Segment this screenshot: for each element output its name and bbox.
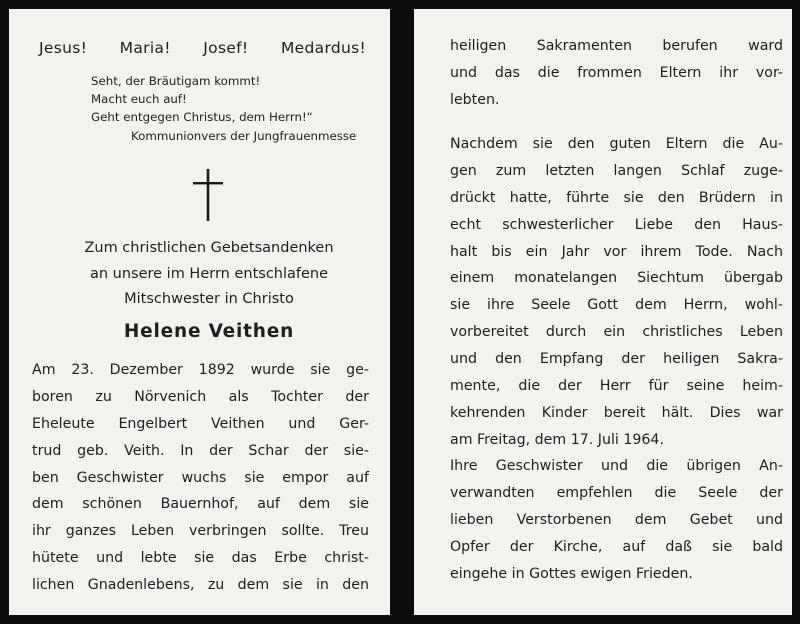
prayer-card-back: [414, 9, 792, 615]
paragraph-closing-prayer: [450, 453, 783, 587]
text-line: Nachdem sie den guten Eltern die Au-: [450, 136, 783, 152]
verse-line: Macht euch auf!: [91, 92, 187, 107]
bio-line: Eheleute Engelbert Veithen und Ger-: [32, 415, 369, 432]
verse-source: Kommunionvers der Jungfrauenmesse: [131, 128, 357, 143]
text-line: kehrenden Kinder bereit hält. Dies war: [450, 404, 783, 421]
text-line: halt bis ein Jahr vor ihrem Tode. Nach: [450, 243, 783, 260]
text-line: einem monatelangen Siechtum übergab: [450, 270, 783, 287]
bio-line: ben Geschwister wuchs sie empor auf: [32, 469, 369, 486]
paragraph-life-and-death: [450, 131, 783, 454]
paragraph-sacraments: [450, 33, 783, 114]
bio-line: Am 23. Dezember 1892 wurde sie ge-: [32, 362, 369, 378]
memorial-line: an unsere im Herrn entschlafene: [89, 265, 329, 282]
text-line: lebten.: [450, 91, 500, 108]
text-line: eingehe in Gottes ewigen Frieden.: [450, 565, 693, 582]
invocation-word: Jesus!: [39, 39, 88, 57]
text-line: lieben Verstorbenen dem Gebet und: [450, 511, 783, 528]
text-line: gen zum letzten langen Schlaf zuge-: [450, 162, 783, 179]
prayer-card-front: [9, 9, 390, 615]
memorial-line: Zum christlichen Gebetsandenken: [84, 240, 334, 256]
memorial-dedication: [29, 236, 389, 313]
bio-line: lichen Gnadenlebens, zu dem sie in den: [32, 577, 369, 594]
text-line: drückt hatte, führte sie den Brüdern in: [450, 189, 783, 206]
bio-line: ihr ganzes Leben verbringen sollte. Treu: [32, 523, 369, 540]
text-line: mente, die der Herr für seine heim-: [450, 378, 783, 395]
invocation-word: Medardus!: [281, 39, 366, 57]
bio-line: trud geb. Veith. In der Schar der sie-: [32, 442, 369, 459]
invocation-line: [39, 39, 366, 57]
text-line: vorbereitet durch ein christliches Leben: [450, 324, 783, 341]
verse-line: Geht entgegen Christus, dem Herrn!“: [91, 110, 313, 125]
text-line: Ihre Geschwister und die übrigen An-: [450, 458, 783, 474]
deceased-name: Helene Veithen: [123, 321, 295, 342]
text-line: verwandten empfehlen die Seele der: [450, 484, 783, 501]
communion-verse: [91, 72, 371, 145]
text-line: Opfer der Kirche, auf daß sie bald: [450, 538, 783, 555]
text-line: und das die frommen Eltern ihr vor-: [450, 64, 783, 81]
invocation-word: Maria!: [119, 39, 171, 57]
text-line: am Freitag, dem 17. Juli 1964.: [450, 431, 664, 448]
bio-line: boren zu Nörvenich als Tochter der: [32, 388, 369, 405]
text-line: sie ihre Seele Gott dem Herrn, wohl-: [450, 297, 783, 314]
memorial-line: Mitschwester in Christo: [124, 291, 294, 307]
cross-icon: [193, 169, 223, 221]
text-line: und den Empfang der heiligen Sakra-: [450, 351, 783, 368]
bio-line: hütete und lebte sie das Erbe christ-: [32, 550, 369, 567]
bio-line: dem schönen Bauernhof, auf dem sie: [32, 496, 369, 513]
verse-line: Seht, der Bräutigam kommt!: [91, 74, 261, 88]
text-line: heiligen Sakramenten berufen ward: [450, 38, 783, 54]
biography-text: [32, 357, 369, 599]
invocation-word: Josef!: [203, 39, 249, 57]
text-line: echt schwesterlicher Liebe den Haus-: [450, 216, 783, 233]
